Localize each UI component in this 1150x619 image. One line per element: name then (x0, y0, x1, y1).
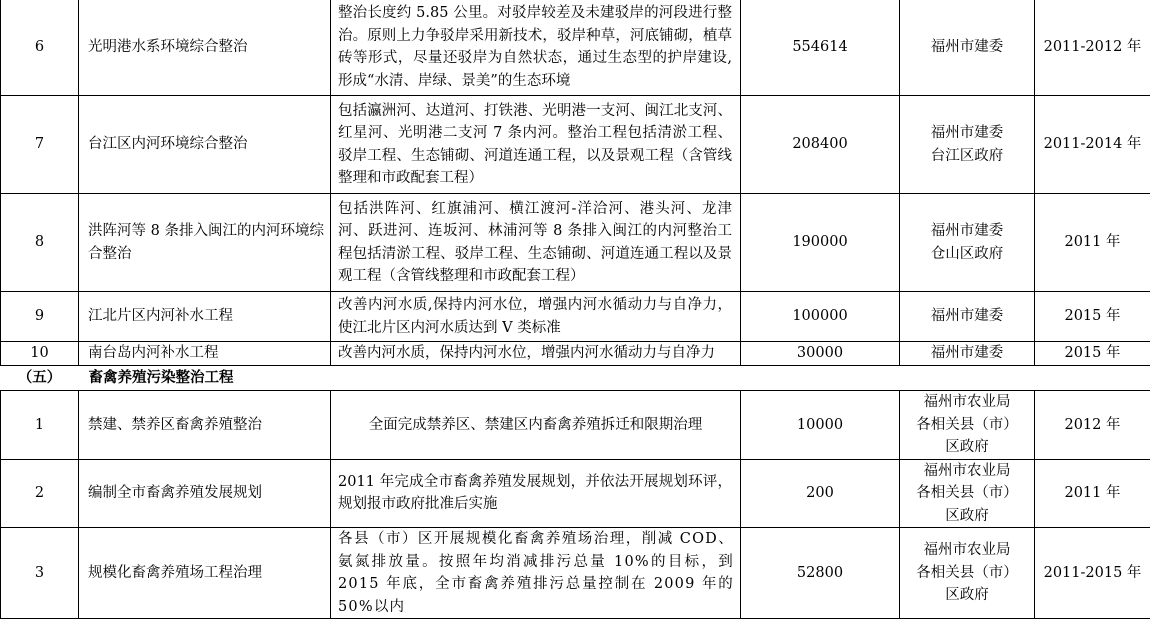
project-name: 南台岛内河补水工程 (79, 342, 331, 366)
investment-amount: 30000 (741, 342, 900, 366)
unit-line: 福州市农业局 (902, 391, 1032, 414)
unit-line: 福州市建委 (902, 220, 1032, 243)
unit-line: 福州市建委 (902, 122, 1032, 145)
row-number: 8 (1, 194, 79, 292)
implementation-period: 2011 年 (1035, 194, 1150, 292)
implementation-period: 2011-2014 年 (1035, 96, 1150, 194)
responsible-unit (900, 459, 1035, 528)
table-row (1, 292, 1150, 342)
table-row (1, 0, 1150, 96)
responsible-unit (900, 292, 1035, 342)
investment-amount: 10000 (741, 391, 900, 460)
section-title: 畜禽养殖污染整治工程 (79, 366, 1150, 391)
unit-line: 福州市建委 (902, 342, 1032, 365)
project-content: 各县（市）区开展规模化畜禽养殖场治理，削减 COD、氨氮排放量。按照年均消减排污总量 10%的目标，到 2015 年底，全市畜禽养殖排污总量控制在 2009 年的 50%以内 (331, 528, 741, 619)
project-name: 江北片区内河补水工程 (79, 292, 331, 342)
unit-line: 各相关县（市） (902, 562, 1032, 585)
implementation-period: 2012 年 (1035, 391, 1150, 460)
project-content: 2011 年完成全市畜禽养殖发展规划，并依法开展规划环评，规划报市政府批准后实施 (331, 459, 741, 528)
project-content: 改善内河水质，保持内河水位，增强内河水循动力与自净力 (331, 342, 741, 366)
responsible-unit (900, 96, 1035, 194)
responsible-unit (900, 0, 1035, 96)
implementation-period: 2015 年 (1035, 292, 1150, 342)
project-content: 改善内河水质,保持内河水位，增强内河水循动力与自净力，使江北片区内河水质达到 V 类标准 (331, 292, 741, 342)
project-content: 整治长度约 5.85 公里。对驳岸较差及未建驳岸的河段进行整治。原则上力争驳岸采用新技术，驳岸种草，河底铺砌，植草砖等形式，尽量还驳岸为自然状态，通过生态型的护岸建设,形成“水清、岸绿、景美”的生态环境 (331, 0, 741, 96)
implementation-period: 2011-2015 年 (1035, 528, 1150, 619)
row-number: 10 (1, 342, 79, 366)
implementation-period: 2011 年 (1035, 459, 1150, 528)
project-name: 规模化畜禽养殖场工程治理 (79, 528, 331, 619)
unit-line: 仓山区政府 (902, 243, 1032, 266)
unit-line: 各相关县（市） (902, 482, 1032, 505)
responsible-unit (900, 342, 1035, 366)
project-name: 台江区内河环境综合整治 (79, 96, 331, 194)
investment-amount: 200 (741, 459, 900, 528)
project-name: 洪阵河等 8 条排入闽江的内河环境综合整治 (79, 194, 331, 292)
project-content: 全面完成禁养区、禁建区内畜禽养殖拆迁和限期治理 (331, 391, 741, 460)
unit-line: 福州市建委 (902, 36, 1032, 59)
table-row (1, 194, 1150, 292)
responsible-unit (900, 194, 1035, 292)
project-name: 禁建、禁养区畜禽养殖整治 (79, 391, 331, 460)
unit-line: 各相关县（市） (902, 414, 1032, 437)
unit-line: 台江区政府 (902, 145, 1032, 168)
responsible-unit (900, 391, 1035, 460)
investment-amount: 554614 (741, 0, 900, 96)
row-number: 7 (1, 96, 79, 194)
section-header (1, 366, 1150, 391)
unit-line: 区政府 (902, 584, 1032, 607)
section-number: （五） (1, 366, 79, 391)
implementation-period: 2015 年 (1035, 342, 1150, 366)
implementation-period: 2011-2012 年 (1035, 0, 1150, 96)
row-number: 3 (1, 528, 79, 619)
row-number: 9 (1, 292, 79, 342)
investment-amount: 208400 (741, 96, 900, 194)
project-name: 编制全市畜禽养殖发展规划 (79, 459, 331, 528)
investment-amount: 100000 (741, 292, 900, 342)
table-row (1, 342, 1150, 366)
project-content: 包括瀛洲河、达道河、打铁港、光明港一支河、闽江北支河、红星河、光明港二支河 7 条内河。整治工程包括清淤工程、驳岸工程、生态铺砌、河道连通工程，以及景观工程（含管线整理和市政配套工程） (331, 96, 741, 194)
row-number: 1 (1, 391, 79, 460)
unit-line: 区政府 (902, 505, 1032, 528)
row-number: 6 (1, 0, 79, 96)
unit-line: 福州市农业局 (902, 460, 1032, 483)
table-row (1, 459, 1150, 528)
table-row (1, 391, 1150, 460)
unit-line: 区政府 (902, 436, 1032, 459)
investment-amount: 52800 (741, 528, 900, 619)
project-content: 包括洪阵河、红旗浦河、横江渡河-洋洽河、港头河、龙津河、跃进河、连坂河、林浦河等 8 条排入闽江的内河整治工程包括清淤工程、驳岸工程、生态铺砌、河道连通工程以及景观工程（含管线整理和市政配套工程） (331, 194, 741, 292)
unit-line: 福州市建委 (902, 305, 1032, 328)
table-row (1, 96, 1150, 194)
row-number: 2 (1, 459, 79, 528)
project-name: 光明港水系环境综合整治 (79, 0, 331, 96)
unit-line: 福州市农业局 (902, 539, 1032, 562)
investment-amount: 190000 (741, 194, 900, 292)
